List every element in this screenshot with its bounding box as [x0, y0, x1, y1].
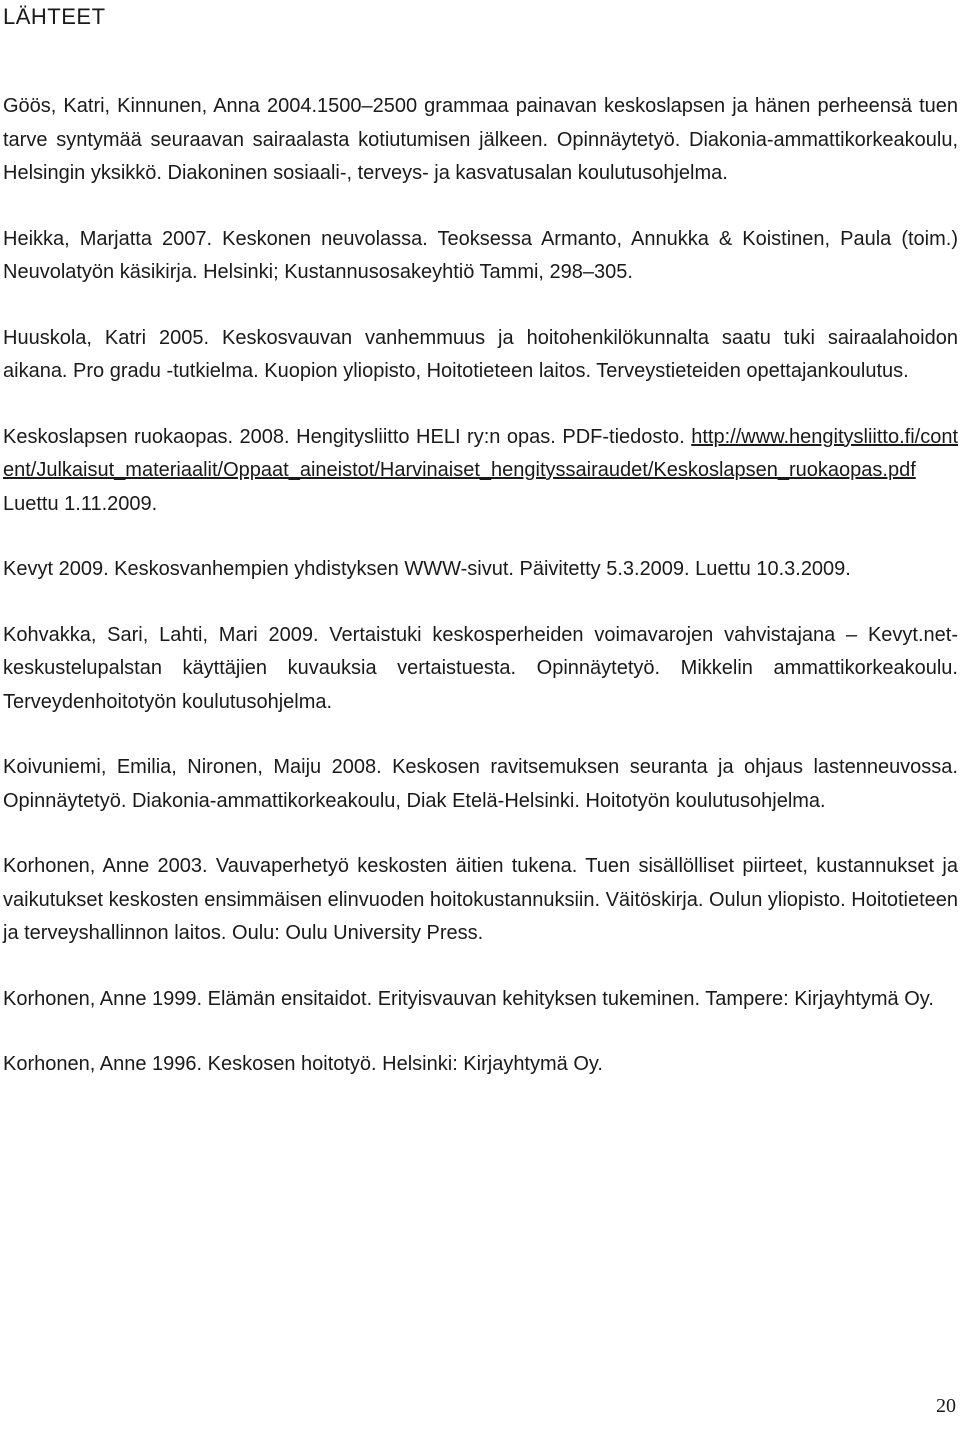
- reference-item: [3, 850, 958, 951]
- reference-item: [3, 619, 958, 720]
- reference-item: [3, 1048, 958, 1082]
- reference-accessed: Luettu 1.11.2009.: [3, 492, 158, 515]
- reference-text: Göös, Katri, Kinnunen, Anna 2004.1500–2500 grammaa painavan keskoslapsen ja hänen perheensä tuen tarve syntymää seuraavan sairaalasta kotiutumisen jälkeen. Opinnäytetyö. Diakonia-ammattikorkeakoulu, Helsingin yksikkö. Diakoninen sosiaali-, terveys- ja kasvatusalan koulutusohjelma.: [3, 95, 958, 184]
- reference-text: Huuskola, Katri 2005. Keskosvauvan vanhemmuus ja hoitohenkilökunnalta saatu tuki sairaalahoidon aikana. Pro gradu -tutkielma. Kuopion yliopisto, Hoitotieteen laitos. Terveystieteiden opettajankoulutus.: [3, 326, 958, 382]
- reference-text: Korhonen, Anne 1999. Elämän ensitaidot. Erityisvauvan kehityksen tukeminen. Tampere: Kirjayhtymä Oy.: [3, 987, 934, 1010]
- reference-item: [3, 90, 958, 191]
- reference-text: Kohvakka, Sari, Lahti, Mari 2009. Vertaistuki keskosperheiden voimavarojen vahvistajana – Kevyt.net-keskustelupalstan käyttäjien kuvauksia vertaistuesta. Opinnäytetyö. Mikkelin ammattikorkeakoulu. Terveydenhoitotyön koulutusohjelma.: [3, 623, 958, 713]
- reference-item: [3, 223, 958, 290]
- page-heading: LÄHTEET: [3, 4, 106, 29]
- reference-item: [3, 421, 958, 522]
- reference-item: [3, 751, 958, 818]
- reference-text: Keskoslapsen ruokaopas. 2008. Hengitysliitto HELI ry:n opas. PDF-tiedosto.: [3, 425, 685, 448]
- reference-text: Korhonen, Anne 2003. Vauvaperhetyö keskosten äitien tukena. Tuen sisällölliset piirteet, kustannukset ja vaikutukset keskosten ensimmäisen elinvuoden hoitokustannuksiin. Väitöskirja. Oulun yliopisto. Hoitotieteen ja terveyshallinnon laitos. Oulu: Oulu University Press.: [3, 855, 958, 944]
- reference-link[interactable]: http://www.hengitysliitto.fi/content/Julkaisut_materiaalit/Oppaat_aineistot/Harvinaiset_hengityssairaudet/Keskoslapsen_ruokaopas.pdf: [3, 425, 959, 481]
- reference-list: [3, 90, 958, 1114]
- reference-item: [3, 983, 958, 1017]
- reference-text: Heikka, Marjatta 2007. Keskonen neuvolassa. Teoksessa Armanto, Annukka & Koistinen, Paula (toim.) Neuvolatyön käsikirja. Helsinki; Kustannusosakeyhtiö Tammi, 298–305.: [3, 227, 958, 283]
- reference-text: Koivuniemi, Emilia, Nironen, Maiju 2008. Keskosen ravitsemuksen seuranta ja ohjaus lastenneuvossa. Opinnäytetyö. Diakonia-ammattikorkeakoulu, Diak Etelä-Helsinki. Hoitotyön koulutusohjelma.: [3, 756, 958, 812]
- reference-item: [3, 322, 958, 389]
- page-number: 20: [936, 1395, 956, 1417]
- reference-text: Kevyt 2009. Keskosvanhempien yhdistyksen WWW-sivut. Päivitetty 5.3.2009. Luettu 10.3.2009.: [3, 558, 851, 580]
- reference-item: [3, 553, 958, 587]
- reference-text: Korhonen, Anne 1996. Keskosen hoitotyö. Helsinki: Kirjayhtymä Oy.: [3, 1053, 603, 1075]
